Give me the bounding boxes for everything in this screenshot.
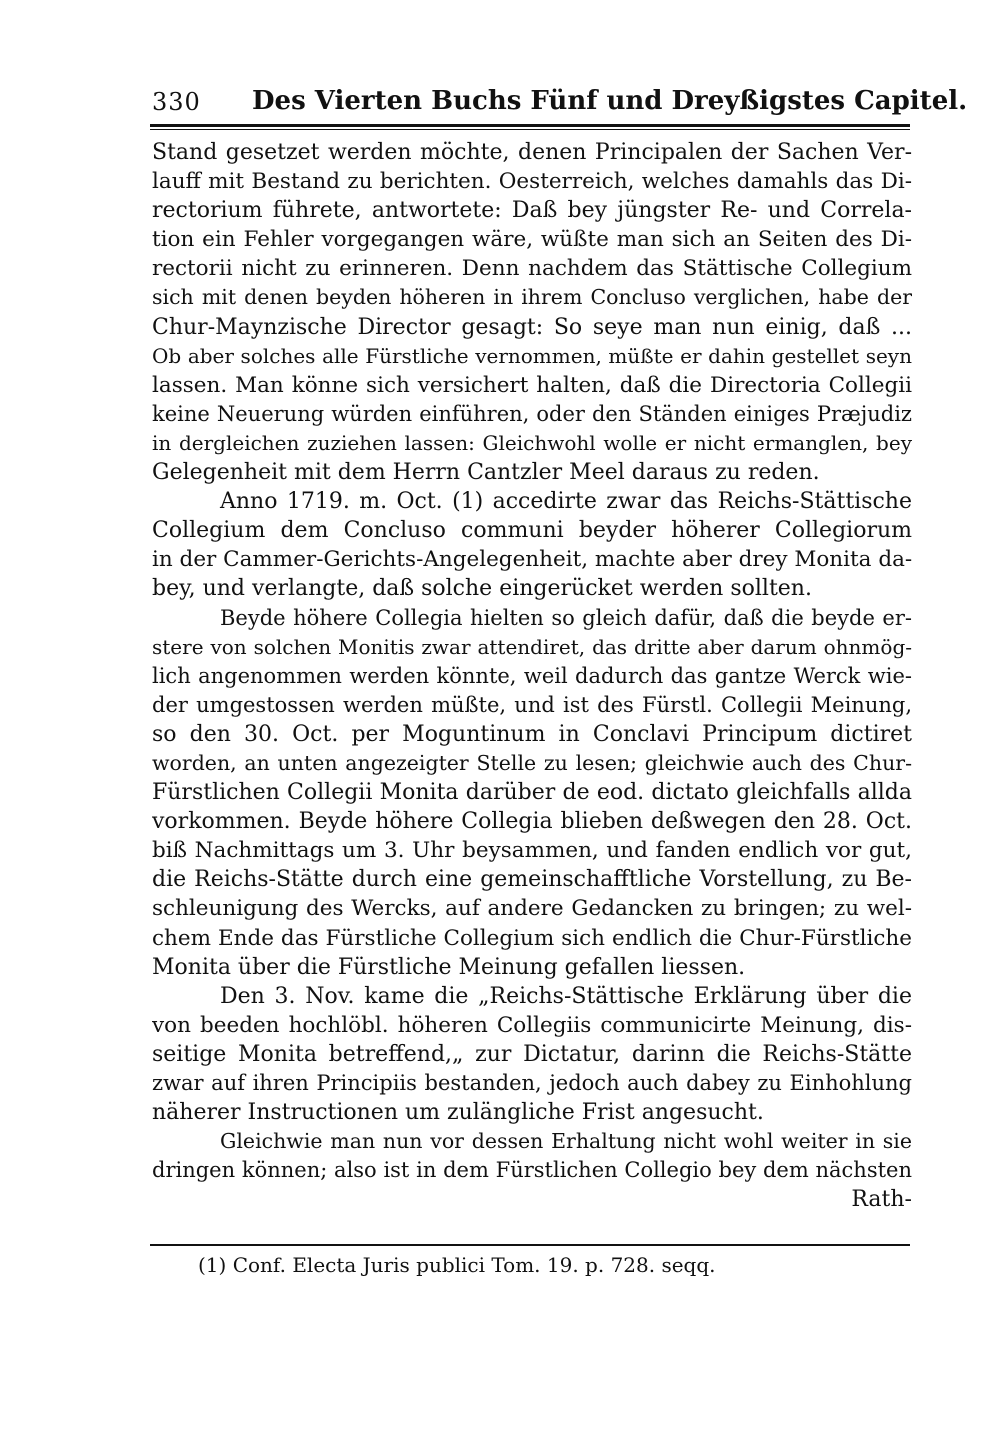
text-line: dringen können; also ist in dem Fürstlichen Collegio bey dem nächsten [152,1158,912,1183]
text-line: schleunigung des Wercks, auf andere Gedancken zu bringen; zu wel- [152,896,912,922]
paragraph-start-line: Den 3. Nov. kame die „Reichs-Stättische Erklärung über die [220,983,912,1009]
text-line: Ob aber solches alle Fürstliche vernommen, müßte er dahin gestellet seyn [152,343,912,368]
text-line: rectorii nicht zu erinneren. Denn nachdem das Stättische Collegium [152,256,912,282]
text-line: lich angenommen werden könnte, weil dadurch das gantze Werck wie- [152,663,912,688]
text-line: Chur-Maynzische Director gesagt: So seye man nun einig, daß ... [152,314,912,340]
text-line: chem Ende das Fürstliche Collegium sich endlich die Chur-Fürstliche [152,925,912,951]
page-number: 330 [152,88,201,116]
page-header [152,84,968,118]
text-line: tion ein Fehler vorgegangen wäre, wüßte man sich an Seiten des Di- [152,227,912,253]
paragraph-start-line: Anno 1719. m. Oct. (1) accedirte zwar das Reichs-Stättische [220,489,912,515]
text-line: Gelegenheit mit dem Herrn Cantzler Meel daraus zu reden. [152,460,820,486]
header-rule-thin [150,129,910,130]
text-line: Collegium dem Concluso communi beyder höherer Collegiorum [152,518,912,544]
text-line: in dergleichen zuziehen lassen: Gleichwohl wolle er nicht ermanglen, bey [152,430,912,455]
text-line: der umgestossen werden müßte, und ist des Fürstl. Collegii Meinung, [152,692,912,717]
text-line: seitige Monita betreffend,„ zur Dictatur, darinn die Reichs-Stätte [152,1041,912,1067]
text-line: biß Nachmittags um 3. Uhr beysammen, und fanden endlich vor gut, [152,838,912,864]
catchword: Rath- [851,1187,912,1213]
text-line: lauff mit Bestand zu berichten. Oesterreich, welches damahls das Di- [152,169,912,195]
text-line: lassen. Man könne sich versichert halten, daß die Directoria Collegii [152,372,912,398]
text-line: worden, an unten angezeigter Stelle zu lesen; gleichwie auch des Chur- [152,750,912,775]
text-line: bey, und verlangte, daß solche eingerücket werden sollten. [152,576,812,602]
text-line: Stand gesetzet werden möchte, denen Principalen der Sachen Ver- [152,140,912,165]
footnote-rule [150,1244,910,1246]
text-line: sich mit denen beyden höheren in ihrem Concluso verglichen, habe der [152,285,912,310]
text-line: zwar auf ihren Principiis bestanden, jedoch auch dabey zu Einhohlung [152,1071,912,1095]
text-line: die Reichs-Stätte durch eine gemeinschafftliche Vorstellung, zu Be- [152,867,912,893]
body-text [152,138,912,1214]
paragraph-start-line: Gleichwie man nun vor dessen Erhaltung nicht wohl weiter in sie [220,1129,912,1154]
text-line: Fürstlichen Collegii Monita darüber de eod. dictato gleichfalls allda [152,780,912,806]
text-line: Monita über die Fürstliche Meinung gefallen liessen. [152,954,746,980]
footnote: (1) Conf. Electa Juris publici Tom. 19. p. 728. seqq. [198,1253,716,1277]
text-line: von beeden hochlöbl. höheren Collegiis communicirte Meinung, dis- [152,1012,912,1038]
text-line: keine Neuerung würden einführen, oder den Ständen einiges Præjudiz [152,401,912,426]
header-rule [150,124,910,127]
text-line: stere von solchen Monitis zwar attendiret, das dritte aber darum ohnmög- [152,634,912,659]
text-line: so den 30. Oct. per Moguntinum in Conclavi Principum dictiret [152,721,912,747]
text-line: rectorium führete, antwortete: Daß bey jüngster Re- und Correla- [152,198,912,224]
running-title: Des Vierten Buchs Fünf und Dreyßigstes Capitel. [252,86,968,116]
text-line: näherer Instructionen um zulängliche Frist angesucht. [152,1100,764,1126]
text-line: in der Cammer-Gerichts-Angelegenheit, machte aber drey Monita da- [152,547,912,573]
text-line: vorkommen. Beyde höhere Collegia blieben deßwegen den 28. Oct. [152,809,912,835]
paragraph-start-line: Beyde höhere Collegia hielten so gleich dafür, daß die beyde er- [220,605,912,630]
